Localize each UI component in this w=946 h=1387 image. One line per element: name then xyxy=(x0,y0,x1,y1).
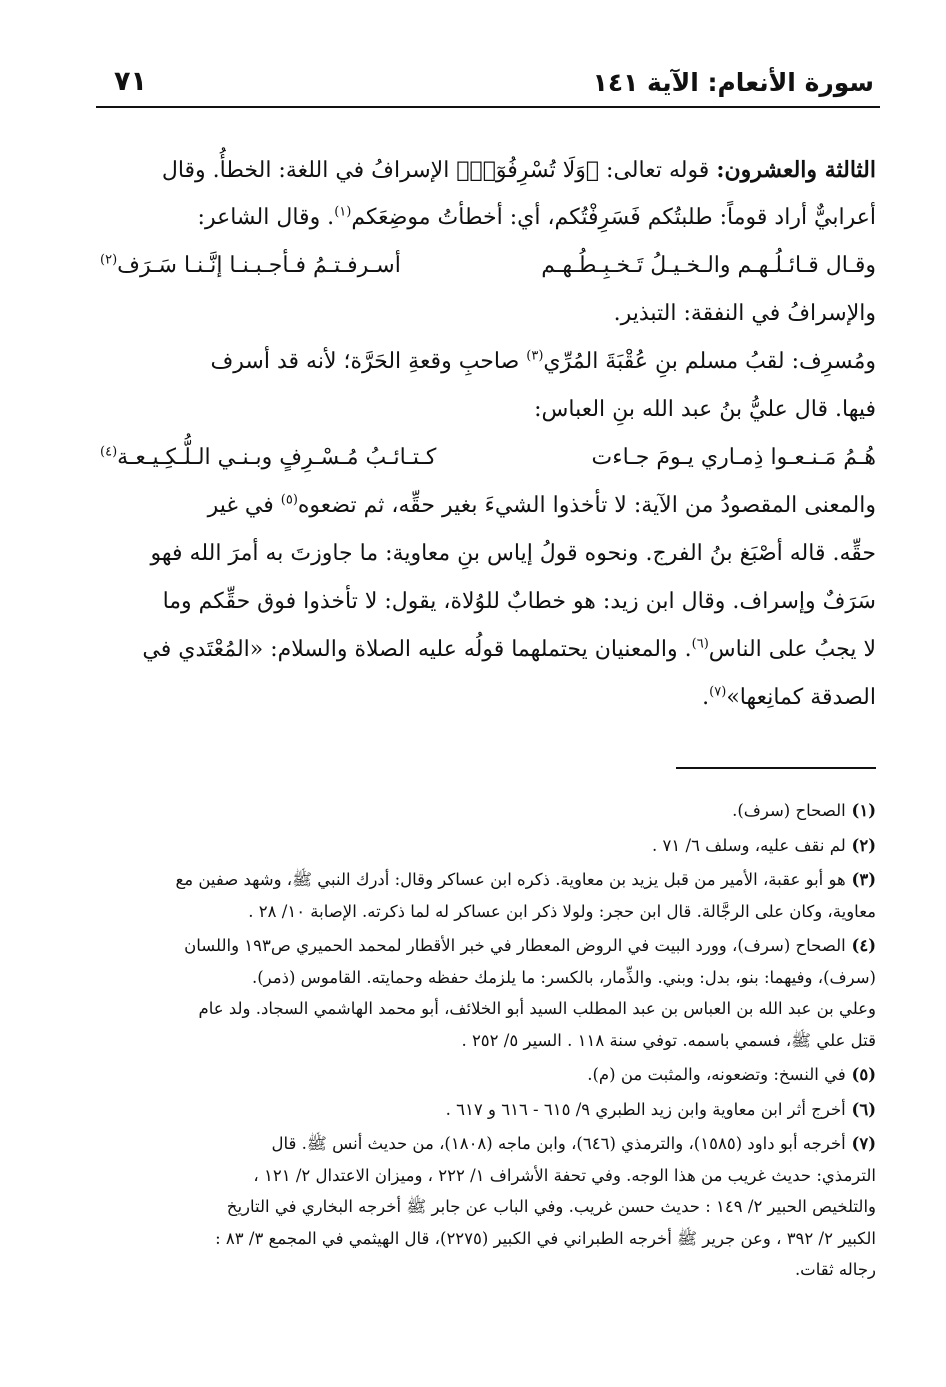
footnote-ref[interactable]: (٦) xyxy=(691,636,709,652)
footnote-number: (٣) xyxy=(845,870,876,889)
footnote-number: (٧) xyxy=(845,1134,876,1153)
text-span: لا يجبُ على الناس xyxy=(708,637,876,662)
footnote-ref[interactable]: (٢) xyxy=(100,252,118,268)
paragraph-2 xyxy=(100,290,876,338)
footnote-ref[interactable]: (١) xyxy=(334,204,352,220)
text-line xyxy=(100,194,876,242)
verse-1 xyxy=(100,242,876,290)
text-span: كـتـائـبُ مُـسْـرِفٍ وبـنـي الـلُّـكِـيـعـة xyxy=(117,445,437,470)
footnote-line xyxy=(100,962,876,994)
footnote-text: أخرج أثر ابن معاوية وابن زيد الطبري ٩/ ٦١٥ - ٦١٦ و ٦١٧ . xyxy=(445,1099,846,1119)
footnote-text: رجاله ثقات. xyxy=(794,1260,876,1279)
text-line xyxy=(100,626,876,674)
text-span: في غير xyxy=(207,493,281,518)
footnote xyxy=(100,795,876,827)
paragraph-4 xyxy=(100,482,876,722)
footnote xyxy=(100,930,876,1056)
text-span: والمعنى المقصودُ من الآية: لا تأخذوا الشيءَ بغير حقِّه، ثم تضعوه xyxy=(297,493,876,518)
verse-hemistich-left xyxy=(100,242,401,290)
footnote-number: (١) xyxy=(845,801,876,820)
footnotes-section xyxy=(100,795,876,1289)
footnote-text: الصحاح (سرف). xyxy=(732,801,846,820)
footnote-text: (سرف)، وفيهما: بنو، بدل: وبني. والذِّمار، بالكسر: ما يلزمك حفظه وحمايته. القاموس (ذمر). xyxy=(251,967,876,987)
text-line: والإسرافُ في النفقة: التبذير. xyxy=(613,301,876,326)
footnote-line xyxy=(100,1254,876,1286)
page-header xyxy=(96,62,880,108)
footnote-number: (٢) xyxy=(845,835,876,855)
footnote-text: معاوية، وكان على الرجَّالة. قال ابن حجر: ولولا ذكر ابن عساكر له لما ذكرته. الإصابة ١٠/ ٢٨ . xyxy=(248,901,876,921)
footnote xyxy=(100,1094,876,1126)
footnote-text: لم نقف عليه، وسلف ٦/ ٧١ . xyxy=(652,835,846,855)
text-line: حقِّه. قاله أصْبَغ بنُ الفرج. ونحوه قولُ إياس بنِ معاوية: ما جاوزتَ به أمرَ الله فهو xyxy=(150,541,876,566)
footnote-line xyxy=(100,1128,876,1160)
footnote-ref[interactable]: (٤) xyxy=(100,444,118,460)
footnote-number: (٥) xyxy=(845,1065,876,1084)
text-line: فيها. قال عليُّ بنُ عبد الله بنِ العباس: xyxy=(534,397,876,422)
footnote xyxy=(100,1059,876,1091)
page-number: ٧١ xyxy=(114,66,147,97)
footnote xyxy=(100,864,876,927)
paragraph-3 xyxy=(100,338,876,434)
footnote-text: هو أبو عقبة، الأمير من قبل يزيد بن معاوية. ذكره ابن عساكر وقال: أدرك النبي ﷺ، وشهد صفين مع xyxy=(175,870,846,889)
footnote-text: الكبير ٢/ ٣٩٢ ، وعن جرير ﷺ أخرجه الطبراني في الكبير (٢٢٧٥)، قال الهيثمي في المجمع ٣/ ٨٣ : xyxy=(215,1228,876,1248)
text-line: سَرَفٌ وإسراف. وقال ابن زيد: هو خطابٌ للوُلاة، يقول: لا تأخذوا فوق حقِّكم وما xyxy=(162,589,876,614)
footnote-text: والتلخيص الحبير ٢/ ١٤٩ : حديث حسن غريب. وفي الباب عن جابر ﷺ أخرجه البخاري في التاريخ xyxy=(226,1197,876,1216)
section-lead: الثالثة والعشرون: xyxy=(716,157,876,183)
footnote-line xyxy=(100,1223,876,1255)
footnote-line xyxy=(100,993,876,1025)
main-text xyxy=(100,146,876,722)
footnote-line xyxy=(100,1160,876,1192)
footnote-ref[interactable]: (٣) xyxy=(526,348,544,364)
text-span: أعرابيٌّ أراد قوماً: طلبتُكم فَسَرِفْتُكم، أي: أخطأتُ موضِعَكم xyxy=(351,205,876,230)
footnote-text: قتل علي ﷺ، فسمي باسمه. توفي سنة ١١٨ . السير ٥/ ٢٥٢ . xyxy=(461,1030,876,1050)
footnote-line xyxy=(100,795,876,827)
text-span: قوله تعالى: ﴿وَلَا تُسْرِفُوٓا۟﴾ الإسرافُ في اللغة: الخطأُ. وقال xyxy=(161,158,710,183)
footnote-text: وعلي بن عبد الله بن العباس بن عبد المطلب السيد أبو الخلائف، أبو محمد الهاشمي السجاد. ولد عام xyxy=(198,999,876,1018)
footnote-number: (٤) xyxy=(845,936,876,955)
footnote-line xyxy=(100,1025,876,1057)
text-line xyxy=(100,482,876,530)
footnote-ref[interactable]: (٥) xyxy=(280,492,298,508)
footnote-line xyxy=(100,830,876,862)
footnote-line xyxy=(100,930,876,962)
footnote-number: (٦) xyxy=(845,1099,876,1119)
running-title: سورة الأنعام: الآية ١٤١ xyxy=(592,68,874,97)
footnote xyxy=(100,1128,876,1286)
text-span: أسـرفـتـمُ فـأجـبـنـا إنَّـنـا سَـرَف xyxy=(117,253,401,278)
text-line xyxy=(100,146,876,194)
footnote-text: أخرجه أبو داود (١٥٨٥)، والترمذي (٦٤٦)، وابن ماجه (١٨٠٨)، من حديث أنس ﷺ. قال xyxy=(271,1134,846,1153)
footnote-line xyxy=(100,1191,876,1223)
text-span: الصدقة كمانِعها» xyxy=(726,685,876,710)
text-span: صاحبِ وقعةِ الحَرَّة؛ لأنه قد أسرف xyxy=(210,349,527,374)
text-span: ومُسرِف: لقبُ مسلم بنِ عُقْبَةَ المُرِّي xyxy=(543,349,876,374)
text-span: . وقال الشاعر: xyxy=(197,205,335,230)
verse-hemistich-right: وقـال قـائـلُـهـم والـخـيـلُ تَـخـبِـطُـهـم xyxy=(541,253,876,278)
footnote-text: الترمذي: حديث غريب من هذا الوجه. وفي تحفة الأشراف ١/ ٢٢٢ ، وميزان الاعتدال ٢/ ١٢١ ، xyxy=(253,1165,876,1185)
text-span: . والمعنيان يحتملهما قولُه عليه الصلاة والسلام: «المُعْتَدي في xyxy=(142,637,692,662)
footnote-line xyxy=(100,864,876,896)
text-line xyxy=(100,674,876,722)
verse-hemistich-left xyxy=(100,434,436,482)
verse-hemistich-right: هُـمُ مَـنـعـوا ذِمـاري يـومَ جـاءت xyxy=(591,445,876,470)
paragraph-1 xyxy=(100,146,876,242)
footnote-text: في النسخ: وتضعونه، والمثبت من (م). xyxy=(587,1065,846,1084)
text-span: . xyxy=(702,685,710,710)
footnote-ref[interactable]: (٧) xyxy=(709,684,727,700)
footnote-line xyxy=(100,896,876,928)
footnote-text: الصحاح (سرف)، وورد البيت في الروض المعطار في خبر الأقطار لمحمد الحميري ص١٩٣ واللسان xyxy=(184,936,846,955)
footnote-line xyxy=(100,1059,876,1091)
text-line xyxy=(100,338,876,386)
verse-2 xyxy=(100,434,876,482)
footnote xyxy=(100,830,876,862)
footnote-separator xyxy=(676,767,876,769)
footnote-line xyxy=(100,1094,876,1126)
